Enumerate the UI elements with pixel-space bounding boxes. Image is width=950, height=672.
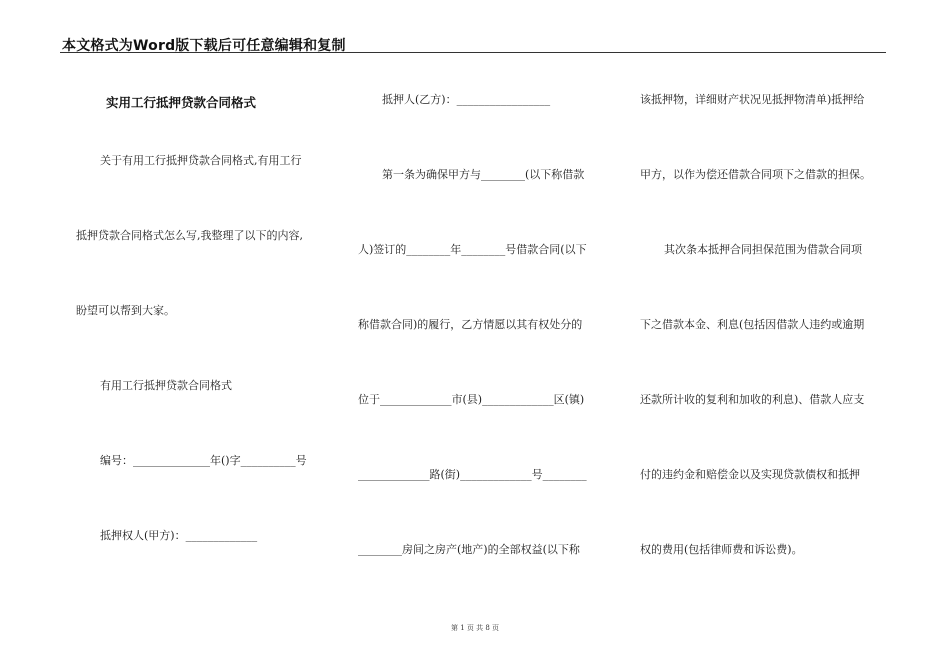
paragraph-line: 下之借款本金、利息(包括因借款人违约或逾期 <box>640 318 865 331</box>
paragraph-line: 盼望可以帮到大家。 <box>76 304 175 317</box>
paragraph-line: 关于有用工行抵押贷款合同格式,有用工行 <box>100 154 302 167</box>
paragraph-line: _____________路(街)_____________号________ <box>358 468 587 481</box>
paragraph-line: 权的费用(包括律师费和诉讼费)。 <box>640 543 803 556</box>
paragraph-line: 位于_____________市(县)_____________区(镇) <box>358 393 585 406</box>
document-title: 实用工行抵押贷款合同格式 <box>106 95 257 110</box>
paragraph-line: 该抵押物，详细财产状况见抵押物清单)抵押给 <box>640 93 865 106</box>
paragraph-line: 付的违约金和赔偿金以及实现贷款债权和抵押 <box>640 468 860 481</box>
page-number-footer: 第 1 页 共 8 页 <box>450 624 500 632</box>
paragraph-line: 甲方，以作为偿还借款合同项下之借款的担保。 <box>640 168 871 181</box>
text-column-3 <box>640 0 890 620</box>
paragraph-line: 其次条本抵押合同担保范围为借款合同项 <box>664 243 862 256</box>
paragraph-line: 人)签订的________年________号借款合同(以下 <box>358 243 587 256</box>
page-header-title: 本文格式为Word版下载后可任意编辑和复制 <box>62 38 346 54</box>
section-heading: 有用工行抵押贷款合同格式 <box>100 379 232 392</box>
text-column-2 <box>358 0 608 620</box>
paragraph-line: 第一条为确保甲方与________(以下称借款 <box>382 168 585 181</box>
text-column-1 <box>76 0 326 620</box>
paragraph-line: 称借款合同)的履行，乙方情愿以其有权处分的 <box>358 318 583 331</box>
mortgagor-line: 抵押人(乙方)：_________________ <box>382 93 551 106</box>
contract-number-line: 编号：______________年()字__________号 <box>100 454 307 467</box>
paragraph-line: 抵押贷款合同格式怎么写,我整理了以下的内容, <box>76 229 303 242</box>
paragraph-line: ________房间之房产(地产)的全部权益(以下称 <box>358 543 580 556</box>
mortgagee-line: 抵押权人(甲方)：_____________ <box>100 529 258 542</box>
paragraph-line: 还款所计收的复利和加收的利息)、借款人应支 <box>640 393 865 406</box>
